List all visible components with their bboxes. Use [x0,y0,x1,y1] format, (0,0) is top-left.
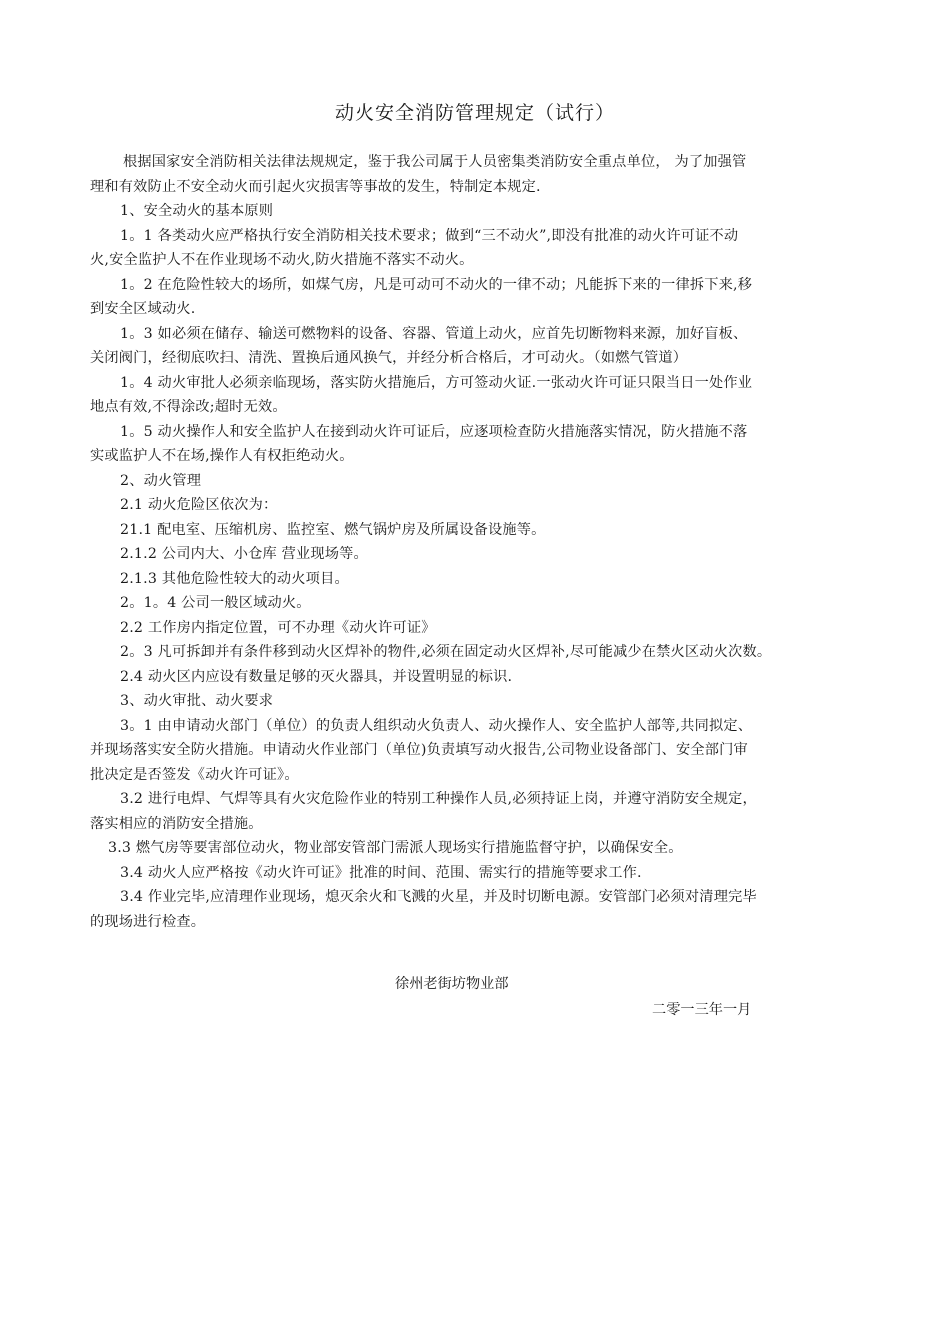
paragraph-line: 2.4 动火区内应设有数量足够的灭火器具，并设置明显的标识. [120,668,513,685]
paragraph-line: 3.4 作业完毕,应清理作业现场，熄灭余火和飞溅的火星，并及时切断电源。安管部门必须对清理完毕 [120,889,757,905]
paragraph-line: 2.1 动火危险区依次为： [120,497,278,513]
document-body [90,150,880,934]
paragraph-line: 根据国家安全消防相关法律法规规定，鉴于我公司属于人员密集类消防安全重点单位， 为了加强管 [123,154,747,170]
paragraph-line: 关闭阀门，经彻底吹扫、清洗、置换后通风换气，并经分析合格后，才可动火。（如燃气管道） [90,350,688,366]
paragraph-line: 地点有效,不得涂改;超时无效。 [90,399,287,415]
paragraph-line: 1。3 如必须在储存、输送可燃物料的设备、容器、管道上动火，应首先切断物料来源，加好盲板、 [120,325,748,342]
paragraph-line: 21.1 配电室、压缩机房、监控室、燃气锅炉房及所属设备设施等。 [120,521,546,538]
paragraph-line: 1。4 动火审批人必须亲临现场，落实防火措施后，方可签动火证.一张动火许可证只限当日一处作业 [120,374,753,391]
paragraph-line: 3.2 进行电焊、气焊等具有火灾危险作业的特别工种操作人员,必须持证上岗，并遵守消防安全规定， [120,791,757,807]
document-title: 动火安全消防管理规定（试行） [334,102,615,124]
paragraph-line: 3。1 由申请动火部门（单位）的负责人组织动火负责人、动火操作人、安全监护人部等,共同拟定、 [120,717,753,734]
paragraph-line: 理和有效防止不安全动火而引起火灾损害等事故的发生，特制定本规定. [90,178,541,195]
paragraph-line: 3.4 动火人应严格按《动火许可证》批准的时间、范围、需实行的措施等要求工作. [120,864,642,881]
paragraph-line: 并现场落实安全防火措施。申请动火作业部门（单位)负责填写动火报告,公司物业设备部门、安全部门审 [90,742,748,758]
paragraph-line: 到安全区域动火. [90,301,196,317]
paragraph-line: 1。5 动火操作人和安全监护人在接到动火许可证后，应逐项检查防火措施落实情况，防火措施不落 [120,423,748,440]
paragraph-line: 火,安全监护人不在作业现场不动火,防火措施不落实不动火。 [90,252,474,268]
paragraph-line: 2.1.3 其他危险性较大的动火项目。 [120,570,349,587]
section-heading: 1、安全动火的基本原则 [120,203,274,219]
paragraph-line: 1。2 在危险性较大的场所，如煤气房，凡是可动可不动火的一律不动；凡能拆下来的一律拆下来,移 [120,276,753,293]
paragraph-line: 1。1 各类动火应严格执行安全消防相关技术要求；做到“三不动火”,即没有批准的动火许可证不动 [120,227,739,244]
paragraph-line: 2.1.2 公司内大、小仓库 营业现场等。 [120,546,368,562]
paragraph-line: 落实相应的消防安全措施。 [90,815,263,832]
signature-organization: 徐州老街坊物业部 [395,976,509,992]
paragraph-line: 2。3 凡可拆卸并有条件移到动火区焊补的物件,必须在固定动火区焊补,尽可能减少在禁火区动火次数。 [120,644,772,660]
paragraph-line: 实或监护人不在场,操作人有权拒绝动火。 [90,448,354,464]
signature-date: 二零一三年一月 [652,1002,752,1018]
paragraph-line: 2.2 工作房内指定位置，可不办理《动火许可证》 [120,619,436,636]
paragraph-line: 2。1。4 公司一般区域动火。 [120,595,311,611]
section-heading: 2、动火管理 [120,472,202,489]
paragraph-line: 批决定是否签发《动火许可证》。 [90,766,299,783]
section-heading: 3、动火审批、动火要求 [120,693,274,709]
paragraph-line: 的现场进行检查。 [90,913,206,930]
paragraph-line: 3.3 燃气房等要害部位动火，物业部安管部门需派人现场实行措施监督守护，以确保安全。 [108,840,683,856]
